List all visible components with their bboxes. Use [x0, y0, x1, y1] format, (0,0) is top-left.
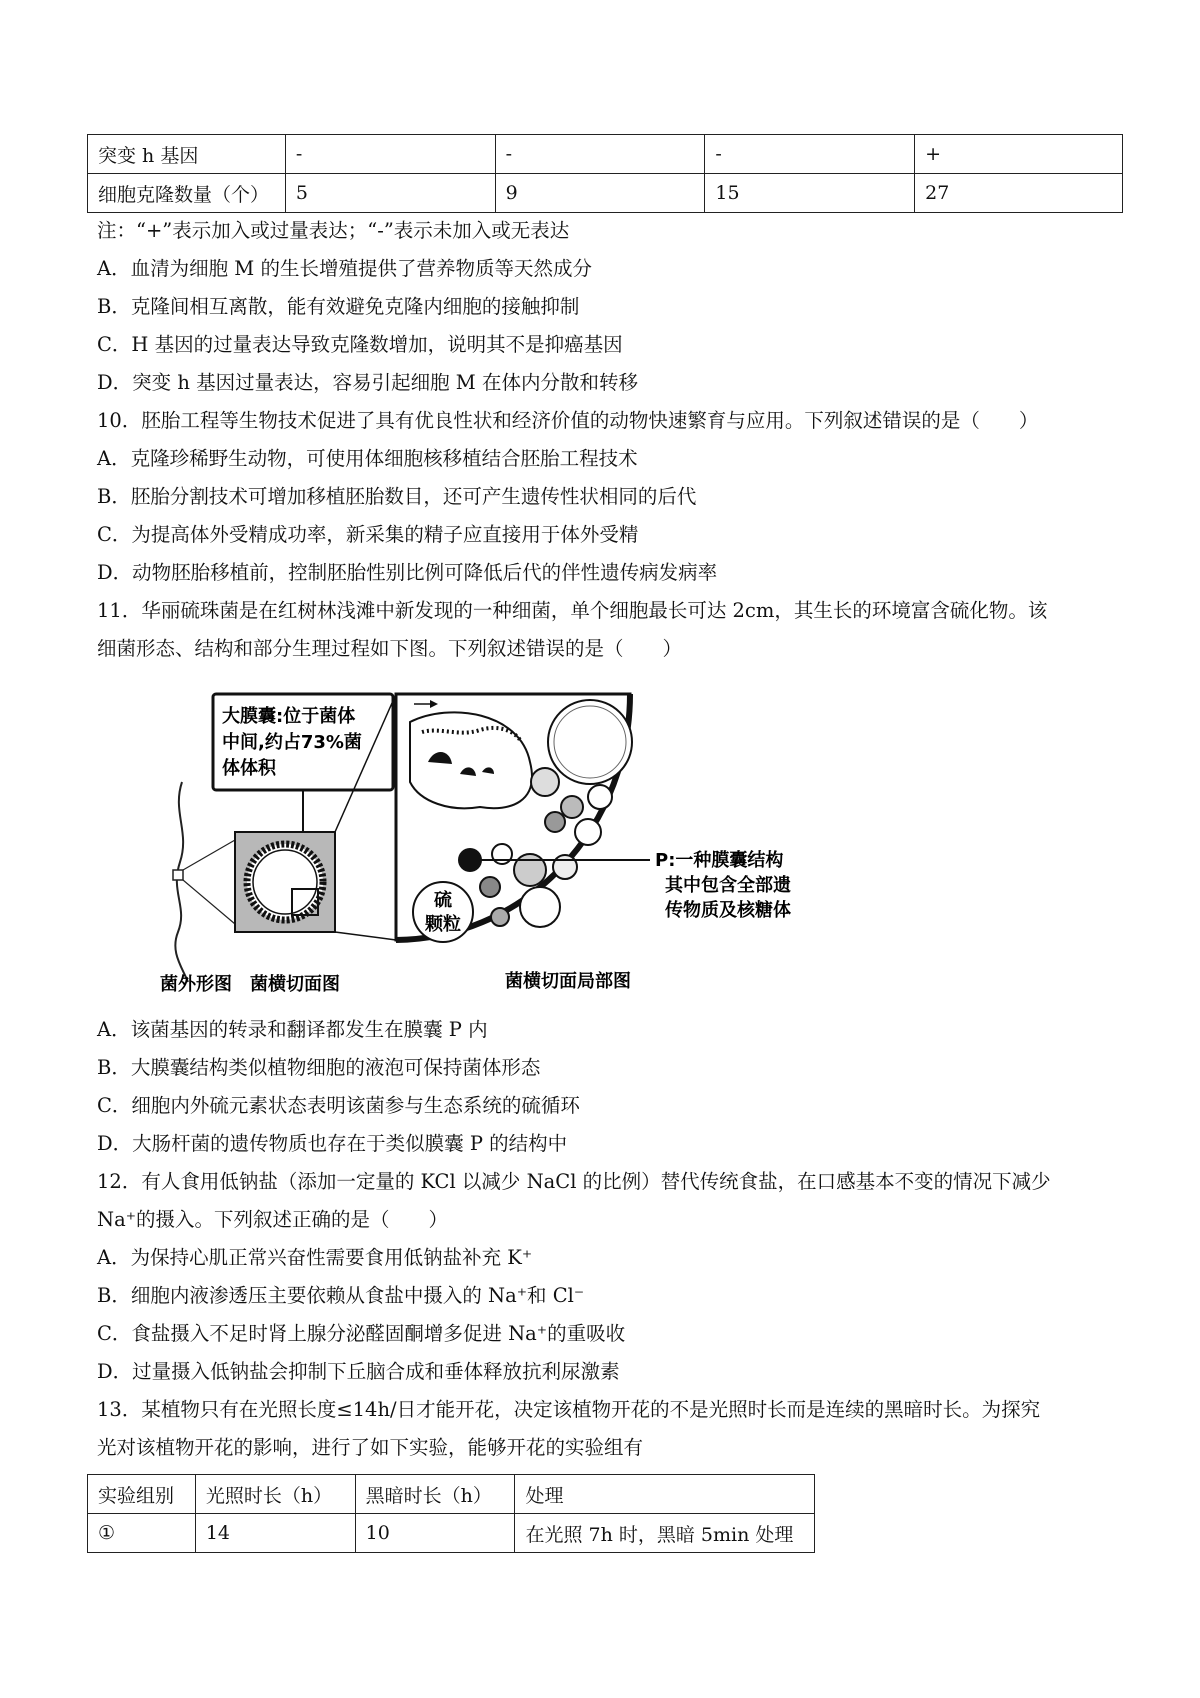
sulfur-granule-label-1: 硫: [434, 890, 452, 911]
bacterium-figure: [160, 682, 840, 1007]
zoom-line: [335, 932, 396, 940]
table-cell: ①: [88, 1514, 196, 1553]
inclusion: [553, 855, 577, 879]
p-label-line-1: P:一种膜囊结构: [655, 850, 784, 871]
filament-section-marker: [173, 870, 183, 880]
inclusion: [514, 854, 546, 886]
inclusion: [491, 908, 509, 926]
table-cell: 15: [705, 174, 915, 213]
vesicle: [554, 706, 626, 778]
q12-option-b: B．细胞内液渗透压主要依赖从食盐中摄入的 Na⁺和 Cl⁻: [97, 1284, 585, 1307]
inclusion: [575, 819, 601, 845]
q12-option-a: A．为保持心肌正常兴奋性需要食用低钠盐补充 K⁺: [97, 1246, 533, 1269]
q10-stem: 10．胚胎工程等生物技术促进了具有优良性状和经济价值的动物快速繁育与应用。下列叙述错误的是（ ）: [97, 409, 1039, 432]
inclusion: [531, 768, 559, 796]
row-label: 突变 h 基因: [88, 135, 286, 174]
table-note: 注：“+”表示加入或过量表达；“-”表示未加入或无表达: [97, 219, 570, 242]
clone-count-table: [87, 134, 1123, 213]
q13-stem-line1: 13．某植物只有在光照长度≤14h/日才能开花，决定该植物开花的不是光照时长而是连续的黑暗时长。为探究: [97, 1398, 1041, 1421]
zoom-line: [183, 840, 235, 870]
table-cell: 14: [195, 1514, 355, 1553]
q12-option-d: D．过量摄入低钠盐会抑制下丘脑合成和垂体释放抗利尿激素: [97, 1360, 620, 1383]
inclusion: [561, 796, 583, 818]
table-cell: 9: [495, 174, 705, 213]
q12-stem-line1: 12．有人食用低钠盐（添加一定量的 KCl 以减少 NaCl 的比例）替代传统食盐，在口感基本不变的情况下减少: [97, 1170, 1051, 1193]
q9-option-c: C．H 基因的过量表达导致克隆数增加，说明其不是抑癌基因: [97, 333, 623, 356]
q11-option-d: D．大肠杆菌的遗传物质也存在于类似膜囊 P 的结构中: [97, 1132, 568, 1155]
caption-outer-shape: 菌外形图: [160, 974, 232, 995]
sulfur-granule-label-2: 颗粒: [425, 914, 461, 935]
table-row: [88, 1514, 815, 1553]
inclusion: [480, 877, 500, 897]
table-cell: +: [915, 135, 1123, 174]
q11-option-a: A．该菌基因的转录和翻译都发生在膜囊 P 内: [97, 1018, 488, 1041]
table-row: [88, 135, 1123, 174]
row-label: 细胞克隆数量（个）: [88, 174, 286, 213]
inclusion: [545, 812, 565, 832]
callout-line-2: 中间,约占73%菌: [222, 732, 362, 753]
table-cell: -: [285, 135, 495, 174]
header-cell: 实验组别: [88, 1475, 196, 1514]
q13-stem-line2: 光对该植物开花的影响，进行了如下实验，能够开花的实验组有: [97, 1436, 644, 1459]
table-header-row: [88, 1475, 815, 1514]
experiment-table: [87, 1474, 815, 1553]
p-label-line-2: 其中包含全部遗: [665, 875, 791, 896]
q11-option-b: B．大膜囊结构类似植物细胞的液泡可保持菌体形态: [97, 1056, 541, 1079]
q9-option-b: B．克隆间相互离散，能有效避免克隆内细胞的接触抑制: [97, 295, 580, 318]
q11-stem-line2: 细菌形态、结构和部分生理过程如下图。下列叙述错误的是（ ）: [97, 637, 683, 660]
caption-partial-section: 菌横切面局部图: [505, 971, 631, 992]
q9-option-a: A．血清为细胞 M 的生长增殖提供了营养物质等天然成分: [97, 257, 592, 280]
q11-option-c: C．细胞内外硫元素状态表明该菌参与生态系统的硫循环: [97, 1094, 580, 1117]
table-cell: 27: [915, 174, 1123, 213]
q10-option-d: D．动物胚胎移植前，控制胚胎性别比例可降低后代的伴性遗传病发病率: [97, 561, 718, 584]
p-label-line-3: 传物质及核糖体: [665, 900, 791, 921]
header-cell: 光照时长（h）: [195, 1475, 355, 1514]
callout-line-3: 体体积: [222, 758, 276, 779]
q9-option-d: D．突变 h 基因过量表达，容易引起细胞 M 在体内分散和转移: [97, 371, 638, 394]
table-cell: 10: [355, 1514, 515, 1553]
q11-stem-line1: 11．华丽硫珠菌是在红树林浅滩中新发现的一种细菌，单个细胞最长可达 2cm，其生长的环境富含硫化物。该: [97, 599, 1048, 622]
q10-option-b: B．胚胎分割技术可增加移植胚胎数目，还可产生遗传性状相同的后代: [97, 485, 697, 508]
inclusion: [520, 887, 560, 927]
inclusion: [588, 785, 612, 809]
membrane-sac-p-marker: [458, 848, 482, 872]
caption-cross-section: 菌横切面图: [250, 974, 340, 995]
q12-option-c: C．食盐摄入不足时肾上腺分泌醛固酮增多促进 Na⁺的重吸收: [97, 1322, 626, 1345]
table-cell: 5: [285, 174, 495, 213]
table-row: [88, 174, 1123, 213]
q12-stem-line2: Na⁺的摄入。下列叙述正确的是（ ）: [97, 1208, 448, 1231]
q10-option-c: C．为提高体外受精成功率，新采集的精子应直接用于体外受精: [97, 523, 639, 546]
callout-line-1: 大膜囊:位于菌体: [222, 706, 356, 727]
header-cell: 黑暗时长（h）: [355, 1475, 515, 1514]
table-cell: -: [495, 135, 705, 174]
table-cell: -: [705, 135, 915, 174]
large-vacuole: [253, 850, 317, 914]
table-cell: 在光照 7h 时，黑暗 5min 处理: [515, 1514, 815, 1553]
zoom-line: [183, 880, 235, 924]
header-cell: 处理: [515, 1475, 815, 1514]
q10-option-a: A．克隆珍稀野生动物，可使用体细胞核移植结合胚胎工程技术: [97, 447, 638, 470]
